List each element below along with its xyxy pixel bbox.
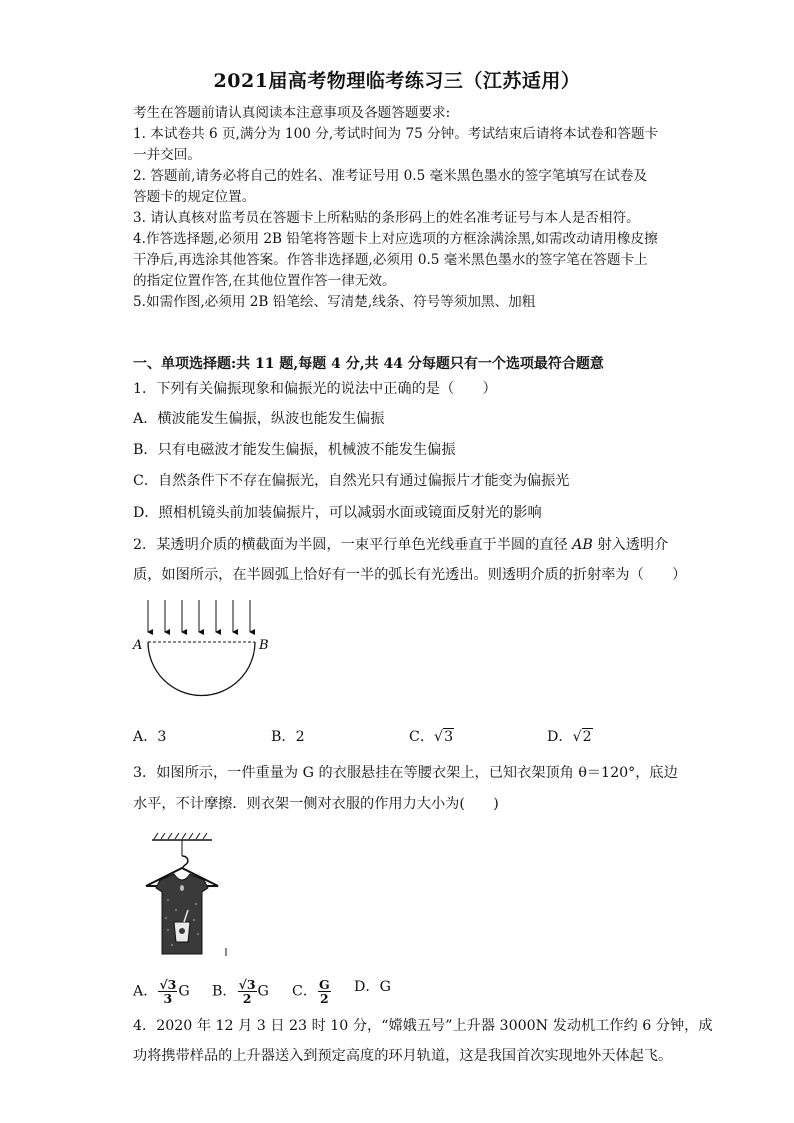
option-b: B．2 bbox=[271, 729, 305, 745]
semicircle-figure bbox=[128, 596, 278, 704]
notice-line: 4.作答选择题,必须用 2B 铅笔将答题卡上对应选项的方框涂满涂黑,如需改动请用橡皮擦 bbox=[133, 231, 658, 247]
q2-stem-part: 射入透明介 bbox=[592, 537, 669, 553]
label-a: A bbox=[133, 638, 143, 653]
option-b-prefix: B． bbox=[212, 983, 237, 1000]
denominator: 2 bbox=[320, 991, 329, 1006]
light-rays bbox=[148, 600, 250, 632]
option-d: D．G bbox=[354, 979, 391, 995]
question-stem: 1．下列有关偏振现象和偏振光的说法中正确的是（ ） bbox=[133, 381, 497, 397]
section-heading: 一、单项选择题:共 11 题,每题 4 分,共 44 分每题只有一个选项最符合题意 bbox=[133, 356, 604, 372]
question-stem: 4．2020 年 12 月 3 日 23 时 10 分，“嫦娥五号”上升器 3000N 发动机工作约 6 分钟，成 bbox=[133, 1018, 713, 1034]
notice-line: 2. 答题前,请务必将自己的姓名、准考证号用 0.5 毫米黑色墨水的签字笔填写在试卷及 bbox=[133, 168, 648, 184]
question-stem-line2: 质，如图所示，在半圆弧上恰好有一半的弧长有光透出。则透明介质的折射率为（ ） bbox=[133, 567, 687, 583]
notice-line: 5.如需作图,必须用 2B 铅笔绘、写清楚,线条、符号等须加黑、加粗 bbox=[133, 294, 536, 310]
question-stem: 3．如图所示，一件重量为 G 的衣服悬挂在等腰衣架上，已知衣架顶角 θ＝120°，底边 bbox=[133, 765, 678, 781]
option-d: D．照相机镜头前加装偏振片，可以减弱水面或镜面反射光的影响 bbox=[133, 505, 542, 521]
label-b: B bbox=[259, 638, 269, 653]
option-c-prefix: C． bbox=[292, 983, 318, 1000]
notice-line: 答题卡的规定位置。 bbox=[133, 189, 256, 205]
denominator: 2 bbox=[242, 991, 252, 1006]
option-d bbox=[547, 728, 593, 746]
option-c-prefix: C． bbox=[409, 729, 435, 745]
question-stem-line2: 功将携带样品的上升器送入到预定高度的环月轨道，这是我国首次实现地外天体起飞。 bbox=[133, 1048, 673, 1064]
option-b bbox=[212, 978, 269, 1005]
sqrt-icon: √ bbox=[434, 729, 444, 745]
notice-line: 3. 请认真核对监考员在答题卡上所粘贴的条形码上的姓名准考证号与本人是否相符。 bbox=[133, 210, 640, 226]
option-a-suffix: G bbox=[178, 983, 190, 1000]
denominator: 3 bbox=[163, 991, 173, 1006]
semicircle-arc bbox=[148, 642, 255, 696]
option-b: B．只有电磁波才能发生偏振，机械波不能发生偏振 bbox=[133, 442, 456, 458]
option-c bbox=[292, 978, 332, 1005]
option-a: A．横波能发生偏振，纵波也能发生偏振 bbox=[133, 411, 385, 427]
hanger-figure bbox=[138, 830, 234, 958]
option-b-suffix: G bbox=[257, 983, 269, 1000]
page-title: 2021届高考物理临考练习三（江苏适用） bbox=[213, 70, 581, 92]
option-d-radicand: 2 bbox=[582, 729, 592, 745]
notice-line: 的指定位置作答,在其他位置作答一律无效。 bbox=[133, 273, 396, 289]
q2-stem-part: 2．某透明介质的横截面为半圆，一束平行单色光线垂直于半圆的直径 bbox=[133, 537, 573, 553]
notice-line: 1. 本试卷共 6 页,满分为 100 分,考试时间为 75 分钟。考试结束后请将本试卷和答题卡 bbox=[133, 126, 659, 142]
numerator: √3 bbox=[238, 977, 256, 992]
question-stem-line2: 水平，不计摩擦．则衣架一侧对衣服的作用力大小为( ) bbox=[133, 796, 499, 812]
numerator: G bbox=[319, 977, 330, 992]
q2-stem-ab: AB bbox=[572, 537, 593, 553]
sqrt-icon: √ bbox=[572, 729, 582, 745]
option-d-prefix: D． bbox=[547, 729, 573, 745]
option-c bbox=[409, 728, 454, 746]
notice-line: 一并交回。 bbox=[133, 147, 201, 163]
notice-intro: 考生在答题前请认真阅读本注意事项及各题答题要求: bbox=[133, 105, 451, 121]
fraction bbox=[158, 978, 177, 1005]
numerator: √3 bbox=[159, 977, 177, 992]
fraction bbox=[238, 978, 257, 1005]
option-a-prefix: A． bbox=[133, 983, 158, 1000]
fraction bbox=[318, 978, 331, 1005]
option-c: C．自然条件下不存在偏振光，自然光只有通过偏振片才能变为偏振光 bbox=[133, 473, 570, 489]
question-stem bbox=[133, 536, 668, 554]
option-c-radicand: 3 bbox=[444, 729, 454, 745]
notice-line: 干净后,再选涂其他答案。作答非选择题,必须用 0.5 毫米黑色墨水的签字笔在答题卡上 bbox=[133, 252, 648, 268]
option-a bbox=[133, 978, 190, 1005]
option-a: A．3 bbox=[133, 729, 167, 745]
